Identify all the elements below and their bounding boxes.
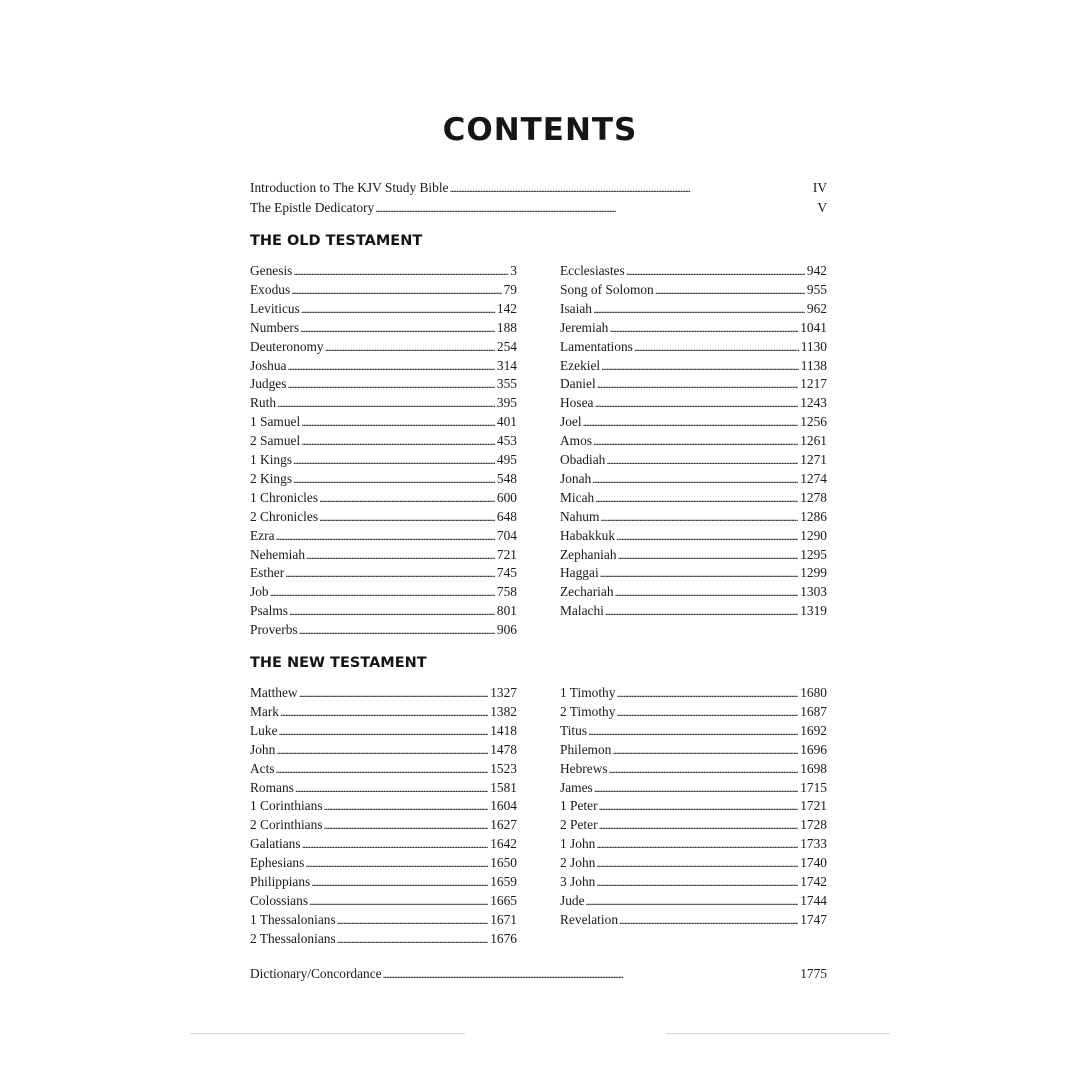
toc-entry-title: Jude [560,892,585,908]
toc-entry-title: Numbers [250,319,300,335]
toc-entry-title: Haggai [560,565,599,581]
dot-leader [337,929,489,948]
toc-entry-page-number: 745 [496,565,517,581]
toc-entry [250,299,517,318]
dot-leader [279,721,489,740]
toc-entry-page-number: 79 [503,281,517,297]
toc-entry-title: 1 Kings [250,452,293,467]
dot-leader [616,683,798,702]
dot-leader [291,280,501,299]
toc-entry [560,526,827,545]
toc-entry-title: 3 John [560,874,596,889]
toc-entry-title: Psalms [250,603,288,619]
toc-entry-title: Galatians [250,836,301,852]
dot-leader [605,601,798,620]
toc-entry-page-number: 955 [806,281,827,297]
toc-entry-title: 1 Corinthians [250,798,323,814]
dot-leader [609,759,799,778]
dot-leader [295,778,488,797]
toc-entry-title: 2 Thessalonians [250,930,336,946]
toc-entry-title: Jonah [560,470,592,486]
toc-entry-title: Nahum [560,508,600,524]
toc-entry-title: Joel [560,414,582,430]
toc-entry-title: 1 John [560,836,596,852]
dot-leader [301,431,495,450]
toc-entry-page-number: 1295 [800,546,827,562]
toc-entry [250,910,517,929]
toc-entry-page-number: 548 [496,470,517,486]
toc-entry [250,853,517,872]
dot-leader [599,796,799,815]
toc-entry [560,759,827,778]
dot-leader [289,601,495,620]
toc-entry [250,778,517,797]
toc-entry-page-number: 906 [496,622,517,638]
toc-entry-page-number: IV [812,180,827,195]
dot-leader [594,393,798,412]
dot-leader [619,910,798,929]
dot-leader [319,507,495,526]
dot-leader [299,620,495,639]
toc-entry [560,563,827,582]
toc-entry-page-number: 1256 [800,414,827,430]
toc-entry-page-number: 401 [496,414,517,430]
dot-leader [337,910,489,929]
toc-entry-title: Judges [250,376,287,392]
toc-entry [250,318,517,337]
toc-entry-page-number: 1747 [800,911,827,927]
toc-entry-page-number: 801 [496,603,517,619]
toc-entry-page-number: 1243 [800,395,827,411]
toc-entry [250,964,827,983]
toc-entry-title: 2 Corinthians [250,817,323,833]
toc-entry [250,198,827,217]
toc-entry-page-number: 1327 [490,685,517,700]
toc-entry-title: Titus [560,722,588,738]
toc-entry [560,815,827,834]
dot-leader [626,261,805,280]
toc-entry-page-number: 453 [496,433,517,449]
toc-entry-title: Romans [250,779,294,795]
toc-entry [250,891,517,910]
dot-leader [305,853,488,872]
toc-entry-title: 2 Samuel [250,433,301,449]
toc-entry [560,872,827,891]
toc-entry [250,178,827,197]
toc-entry-page-number: 1676 [490,930,517,946]
dot-leader [299,683,489,702]
toc-entry [560,582,827,601]
toc-entry-title: Malachi [560,603,604,619]
toc-entry-page-number: 1382 [490,703,517,719]
dot-leader [375,198,815,217]
toc-entry-title: Amos [560,433,592,449]
toc-entry-title: Ezra [250,527,275,543]
toc-entry-page-number: 721 [496,546,517,562]
toc-entry-page-number: 1721 [800,798,827,814]
toc-entry [560,778,827,797]
toc-entry-page-number: 1303 [800,584,827,600]
toc-entry-page-number: 1687 [800,703,827,719]
toc-entry [250,374,517,393]
toc-entry-page-number: 962 [806,300,827,316]
dot-leader [309,891,488,910]
toc-entry [250,563,517,582]
toc-entry-title: 1 Samuel [250,414,301,430]
toc-entry-page-number: 1130 [800,338,827,354]
toc-entry [560,683,827,702]
toc-entry [250,702,517,721]
toc-entry-page-number: 1744 [800,892,827,908]
toc-entry-page-number: 142 [496,300,517,316]
toc-entry [250,412,517,431]
toc-entry [250,815,517,834]
toc-entry-title: Revelation [560,911,619,927]
dot-leader [593,431,798,450]
toc-entry-page-number: 1271 [800,452,827,467]
toc-entry-title: Colossians [250,892,309,908]
toc-entry-page-number: 3 [510,263,517,278]
dot-leader [301,412,495,431]
toc-entry-page-number: 1775 [800,966,827,981]
dot-leader [606,450,798,469]
toc-entry-title: 2 Timothy [560,703,616,719]
dot-leader [595,488,798,507]
toc-entry [560,431,827,450]
toc-entry-page-number: 1278 [800,489,827,505]
toc-entry [560,374,827,393]
toc-entry [560,299,827,318]
toc-entry [560,261,827,280]
toc-entry [250,721,517,740]
dot-leader [306,545,495,564]
toc-entry-title: Habakkuk [560,527,616,543]
toc-entry-page-number: 314 [496,357,517,373]
toc-entry [560,318,827,337]
toc-entry [250,929,517,948]
toc-entry-page-number: 495 [496,452,517,467]
toc-entry [250,393,517,412]
toc-entry-title: Acts [250,760,275,776]
dot-leader [276,526,495,545]
dot-leader [280,702,488,721]
toc-entry-page-number: 1418 [490,722,517,738]
toc-entry [560,796,827,815]
toc-entry-title: Esther [250,565,285,581]
dot-leader [285,563,495,582]
toc-entry-page-number: 1715 [800,779,827,795]
dot-leader [616,526,798,545]
toc-entry-title: Zechariah [560,584,614,600]
toc-entry [560,337,827,356]
dot-leader [596,834,798,853]
toc-entry-title: Ephesians [250,855,305,871]
toc-entry-title: Ezekiel [560,357,601,373]
dot-leader [293,469,495,488]
toc-entry-page-number: 1290 [800,527,827,543]
toc-entry-title: 1 Peter [560,798,598,814]
toc-entry-page-number: 1733 [800,836,827,852]
toc-entry-title: Song of Solomon [560,281,654,297]
dot-leader [596,872,798,891]
toc-entry-page-number: 648 [496,508,517,524]
dot-leader [277,393,495,412]
toc-entry-page-number: 1604 [490,798,517,814]
toc-entry-title: Luke [250,722,278,738]
toc-entry [560,834,827,853]
toc-entry [250,620,517,639]
footer-rule-right [666,1033,890,1034]
dot-leader [594,778,798,797]
toc-entry-page-number: 1680 [800,685,827,700]
toc-entry-page-number: 1659 [490,874,517,889]
dot-leader [324,815,489,834]
toc-entry [250,545,517,564]
toc-entry-page-number: 1671 [490,911,517,927]
toc-entry-page-number: 1642 [490,836,517,852]
toc-entry [560,488,827,507]
toc-entry-title: 1 Timothy [560,685,616,700]
toc-entry-page-number: 1138 [800,357,827,373]
page-title: CONTENTS [442,112,638,148]
toc-entry [250,337,517,356]
toc-entry-title: 2 Kings [250,470,293,486]
toc-entry-page-number: 1319 [800,603,827,619]
toc-entry-page-number: 1627 [490,817,517,833]
toc-entry-title: Ruth [250,395,277,411]
toc-entry-page-number: 1728 [800,817,827,833]
toc-entry-title: Leviticus [250,300,300,316]
toc-entry-page-number: 188 [496,319,517,335]
toc-entry-page-number: 1742 [800,874,827,889]
dot-leader [301,299,495,318]
toc-entry-title: Proverbs [250,622,298,638]
toc-entry [250,431,517,450]
toc-entry [560,450,827,469]
dot-leader [287,356,494,375]
toc-entry [560,393,827,412]
toc-entry-page-number: 1274 [800,470,827,486]
dot-leader [655,280,805,299]
toc-entry-title: Exodus [250,281,291,297]
toc-entry-page-number: 395 [496,395,517,411]
dot-leader [615,582,799,601]
toc-entry-page-number: 1665 [490,892,517,908]
toc-entry-page-number: 1299 [800,565,827,581]
toc-entry [250,796,517,815]
new-testament-heading: THE NEW TESTAMENT [250,655,427,671]
toc-entry-page-number: 704 [496,527,517,543]
toc-entry [250,759,517,778]
toc-entry-title: Deuteronomy [250,338,324,354]
dot-leader [583,412,799,431]
toc-entry-page-number: 1696 [800,741,827,757]
toc-entry [250,834,517,853]
toc-entry-title: Isaiah [560,300,592,316]
footer-rule-left [190,1033,465,1034]
toc-entry [560,601,827,620]
toc-entry [250,872,517,891]
toc-entry-page-number: 1740 [800,855,827,871]
toc-entry-title: Hebrews [560,760,608,776]
dot-leader [601,356,799,375]
toc-entry-title: Jeremiah [560,319,609,335]
toc-entry [560,507,827,526]
toc-entry [250,261,517,280]
toc-entry-page-number: 1286 [800,508,827,524]
dot-leader [383,964,799,983]
toc-entry [560,545,827,564]
toc-entry-title: Daniel [560,376,596,392]
toc-entry-title: Micah [560,489,595,505]
toc-entry-title: Philemon [560,741,612,757]
toc-entry [560,412,827,431]
toc-entry-title: Job [250,584,269,600]
toc-entry-title: Nehemiah [250,546,306,562]
dot-leader [270,582,495,601]
toc-entry [250,601,517,620]
toc-entry [560,702,827,721]
toc-entry-title: 1 Chronicles [250,489,319,505]
toc-entry [250,280,517,299]
toc-entry-title: The Epistle Dedicatory [250,200,375,215]
dot-leader [600,507,798,526]
toc-entry-page-number: 942 [806,263,827,278]
toc-entry [560,469,827,488]
toc-entry [250,488,517,507]
toc-entry-page-number: 1041 [800,319,827,335]
toc-entry-title: Dictionary/Concordance [250,966,382,981]
dot-leader [616,702,798,721]
dot-leader [634,337,799,356]
toc-entry [250,740,517,759]
toc-entry-page-number: 600 [496,489,517,505]
dot-leader [597,374,799,393]
toc-entry [250,683,517,702]
toc-entry-page-number: 1698 [800,760,827,776]
toc-entry-title: John [250,741,276,757]
toc-entry-title: 2 John [560,855,596,871]
dot-leader [325,337,495,356]
toc-entry-title: Hosea [560,395,594,411]
dot-leader [276,759,489,778]
dot-leader [293,261,508,280]
toc-entry [250,526,517,545]
dot-leader [596,853,798,872]
toc-entry [560,356,827,375]
toc-entry-title: Matthew [250,685,298,700]
dot-leader [324,796,489,815]
toc-entry-page-number: 1217 [800,376,827,392]
toc-entry-title: James [560,779,593,795]
toc-entry-title: Introduction to The KJV Study Bible [250,180,449,195]
toc-entry [560,280,827,299]
toc-entry [560,853,827,872]
dot-leader [588,721,798,740]
dot-leader [612,740,798,759]
toc-entry-page-number: 355 [496,376,517,392]
toc-entry-page-number: 1692 [800,722,827,738]
toc-entry-title: Genesis [250,263,293,278]
toc-entry-title: Lamentations [560,338,633,354]
toc-entry-title: 2 Chronicles [250,508,319,524]
dot-leader [302,834,489,853]
toc-entry [250,450,517,469]
toc-entry-page-number: 1650 [490,855,517,871]
toc-entry-title: Philippians [250,874,311,889]
toc-entry-page-number: 758 [496,584,517,600]
old-testament-heading: THE OLD TESTAMENT [250,233,423,249]
toc-entry-title: Obadiah [560,452,606,467]
toc-entry-title: Zephaniah [560,546,617,562]
dot-leader [586,891,799,910]
dot-leader [450,178,811,197]
dot-leader [311,872,488,891]
dot-leader [618,545,799,564]
toc-entry-page-number: V [817,200,827,215]
toc-entry-page-number: 1581 [490,779,517,795]
toc-entry [560,891,827,910]
dot-leader [319,488,495,507]
toc-entry [560,721,827,740]
toc-entry-page-number: 254 [496,338,517,354]
toc-entry-title: 2 Peter [560,817,598,833]
dot-leader [593,299,805,318]
dot-leader [609,318,798,337]
toc-entry-title: Ecclesiastes [560,263,625,278]
dot-leader [599,815,799,834]
dot-leader [293,450,495,469]
toc-entry-page-number: 1261 [800,433,827,449]
toc-entry-page-number: 1523 [490,760,517,776]
toc-entry [250,507,517,526]
toc-entry-title: 1 Thessalonians [250,911,336,927]
dot-leader [287,374,494,393]
dot-leader [592,469,798,488]
toc-entry [250,356,517,375]
toc-entry-title: Joshua [250,357,287,373]
dot-leader [600,563,799,582]
toc-entry [250,469,517,488]
toc-entry [250,582,517,601]
toc-entry-page-number: 1478 [490,741,517,757]
dot-leader [300,318,495,337]
dot-leader [276,740,488,759]
toc-entry [560,910,827,929]
toc-entry [560,740,827,759]
toc-entry-title: Mark [250,703,280,719]
